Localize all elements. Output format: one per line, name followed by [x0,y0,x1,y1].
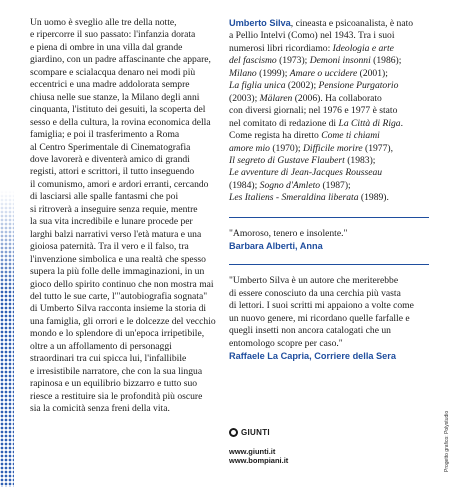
synopsis-line: registi, attori e scrittori, il tutto inseguendo [30,166,195,178]
quote-2-line: quegli insetti non ancora catalogati che un [229,325,391,337]
quote-1 [229,228,429,252]
synopsis-line: supera la più folle delle immaginazioni, in un [30,266,205,278]
quote-2-line: entomologo scopre per caso." [229,337,343,349]
synopsis-line: straordinari tra cui spicca lui, l'infallibile [30,353,187,365]
quote-2-attribution: Raffaele La Capria, Corriere della Sera [229,350,396,361]
synopsis-text [30,17,222,416]
synopsis-line: sesso e della cultura, la rovina economica della [30,116,211,128]
synopsis-line: il comunismo, amori e ardori erranti, cercando [30,178,209,190]
synopsis-line: scompare e scialacqua denaro nei modi più [30,66,196,78]
publisher-block [229,428,288,465]
publisher-logo: GIUNTI [229,428,288,437]
quote-1-attribution: Barbara Alberti, Anna [229,241,323,252]
synopsis-line: di Umberto Silva racconta insieme la storia di [30,303,207,315]
author-bio: Umberto Silva, cineasta e psicoanalista, è nato a Pellio Intelvi (Como) nel 1943. Tra i suoi numerosi libri ricordiamo: Ideologia e arte del fascismo (1973); Demoni insonni (1986); Milano (1999); Amare o uccidere (2001); La figlia unica (2002); Pensione Purgatorio (2003); Mälaren (2006). Ha collaborato con diversi giornali; nel 1976 e 1977 è stato nel comitato di redazione di La Città di Riga. Come regista ha diretto Come ti chiami amore mio (1970); Difficile morire (1977), Il segreto di Gustave Flaubert (1983); Le avventure di Jean-Jacques Rousseau (1984); Sogno d'Amleto (1987); Les Italiens - Smeraldina liberata (1989). [229,18,414,204]
synopsis-line: mondo e lo splendore di un'epoca irripetibile, [30,328,205,340]
synopsis-line: dove lavorerà e diventerà amico di grandi [30,153,190,165]
design-credit: Progetto grafico: Polystudio [444,410,450,472]
giunti-logo-icon [229,428,238,437]
section-divider [229,264,429,265]
synopsis-line: una famiglia, gli orrori e le dolcezze del vecchio [30,315,216,327]
synopsis-line: e irresistibile narratore, che con la sua lingua [30,365,203,377]
synopsis-line: oltre a un affollamento di personaggi [30,340,172,352]
quote-2-line: di essere conosciuto da una cerchia più vasta [229,287,401,299]
synopsis-line: larghi balzi narrativi verso l'età matura e una [30,228,202,240]
quote-2-text [229,275,429,350]
synopsis-line: si ritroverà a inseguire senza requie, mentre [30,203,198,215]
synopsis-line: di lasciarsi alle spalle fantasmi che poi [30,191,179,203]
synopsis-line: famiglia; e poi il trasferimento a Roma [30,129,180,141]
synopsis-line: cinquanta, l'istituto dei gesuiti, la scoperta del [30,104,206,116]
right-column [229,17,429,362]
quote-1-text: "Amoroso, tenero e insolente." [229,227,348,239]
synopsis-line: Un uomo è sveglio alle tre della notte, [30,17,177,28]
synopsis-line: giardino, con un padre affascinante che appare, [30,54,211,66]
synopsis-line: l'invenzione simbolica e una realtà che spesso [30,253,206,265]
synopsis-line: gioco dello spirito continuo che non mostra mai [30,278,214,290]
quote-2-line: un nuovo genere, mi ricordano quelle farfalle e [229,312,410,324]
synopsis-line: del tutto le sue carte, l'"autobiografia sognata" [30,290,208,302]
halftone-edge-strip [0,190,14,487]
publisher-url[interactable]: www.giunti.it [229,447,276,456]
synopsis-line: gioiosa paternità. Tra il vero e il falso, tra [30,241,189,253]
synopsis-line: rapinosa e un equilibrio bizzarro e tutto suo [30,378,198,390]
section-divider [229,217,429,218]
quote-2-line: "Umberto Silva è un autore che meriterebbe [229,275,399,287]
synopsis-line: chiusa nelle sue stanze, la Milano degli anni [30,91,200,103]
synopsis-line: riesce a restituire sia le profondità più oscure [30,390,203,402]
synopsis-line: al Centro Sperimentale di Cinematografia [30,141,191,153]
author-name: Umberto Silva [229,18,291,28]
publisher-urls [229,447,288,465]
synopsis-line: e piena di ombre in una villa dal grande [30,41,183,53]
synopsis-line: e ripercorre il suo passato: l'infanzia dorata [30,29,196,41]
publisher-url[interactable]: www.bompiani.it [229,456,289,465]
synopsis-line: eccentrici e una madre addolorata sempre [30,79,190,91]
synopsis-line: la sua vita incredibile e lunare procede per [30,216,193,228]
synopsis-line: sia la comicità senza freni della vita. [30,403,170,415]
quote-2-line: di lettori. I suoi scritti mi appaiono a volte come [229,300,414,312]
quote-2 [229,275,429,362]
